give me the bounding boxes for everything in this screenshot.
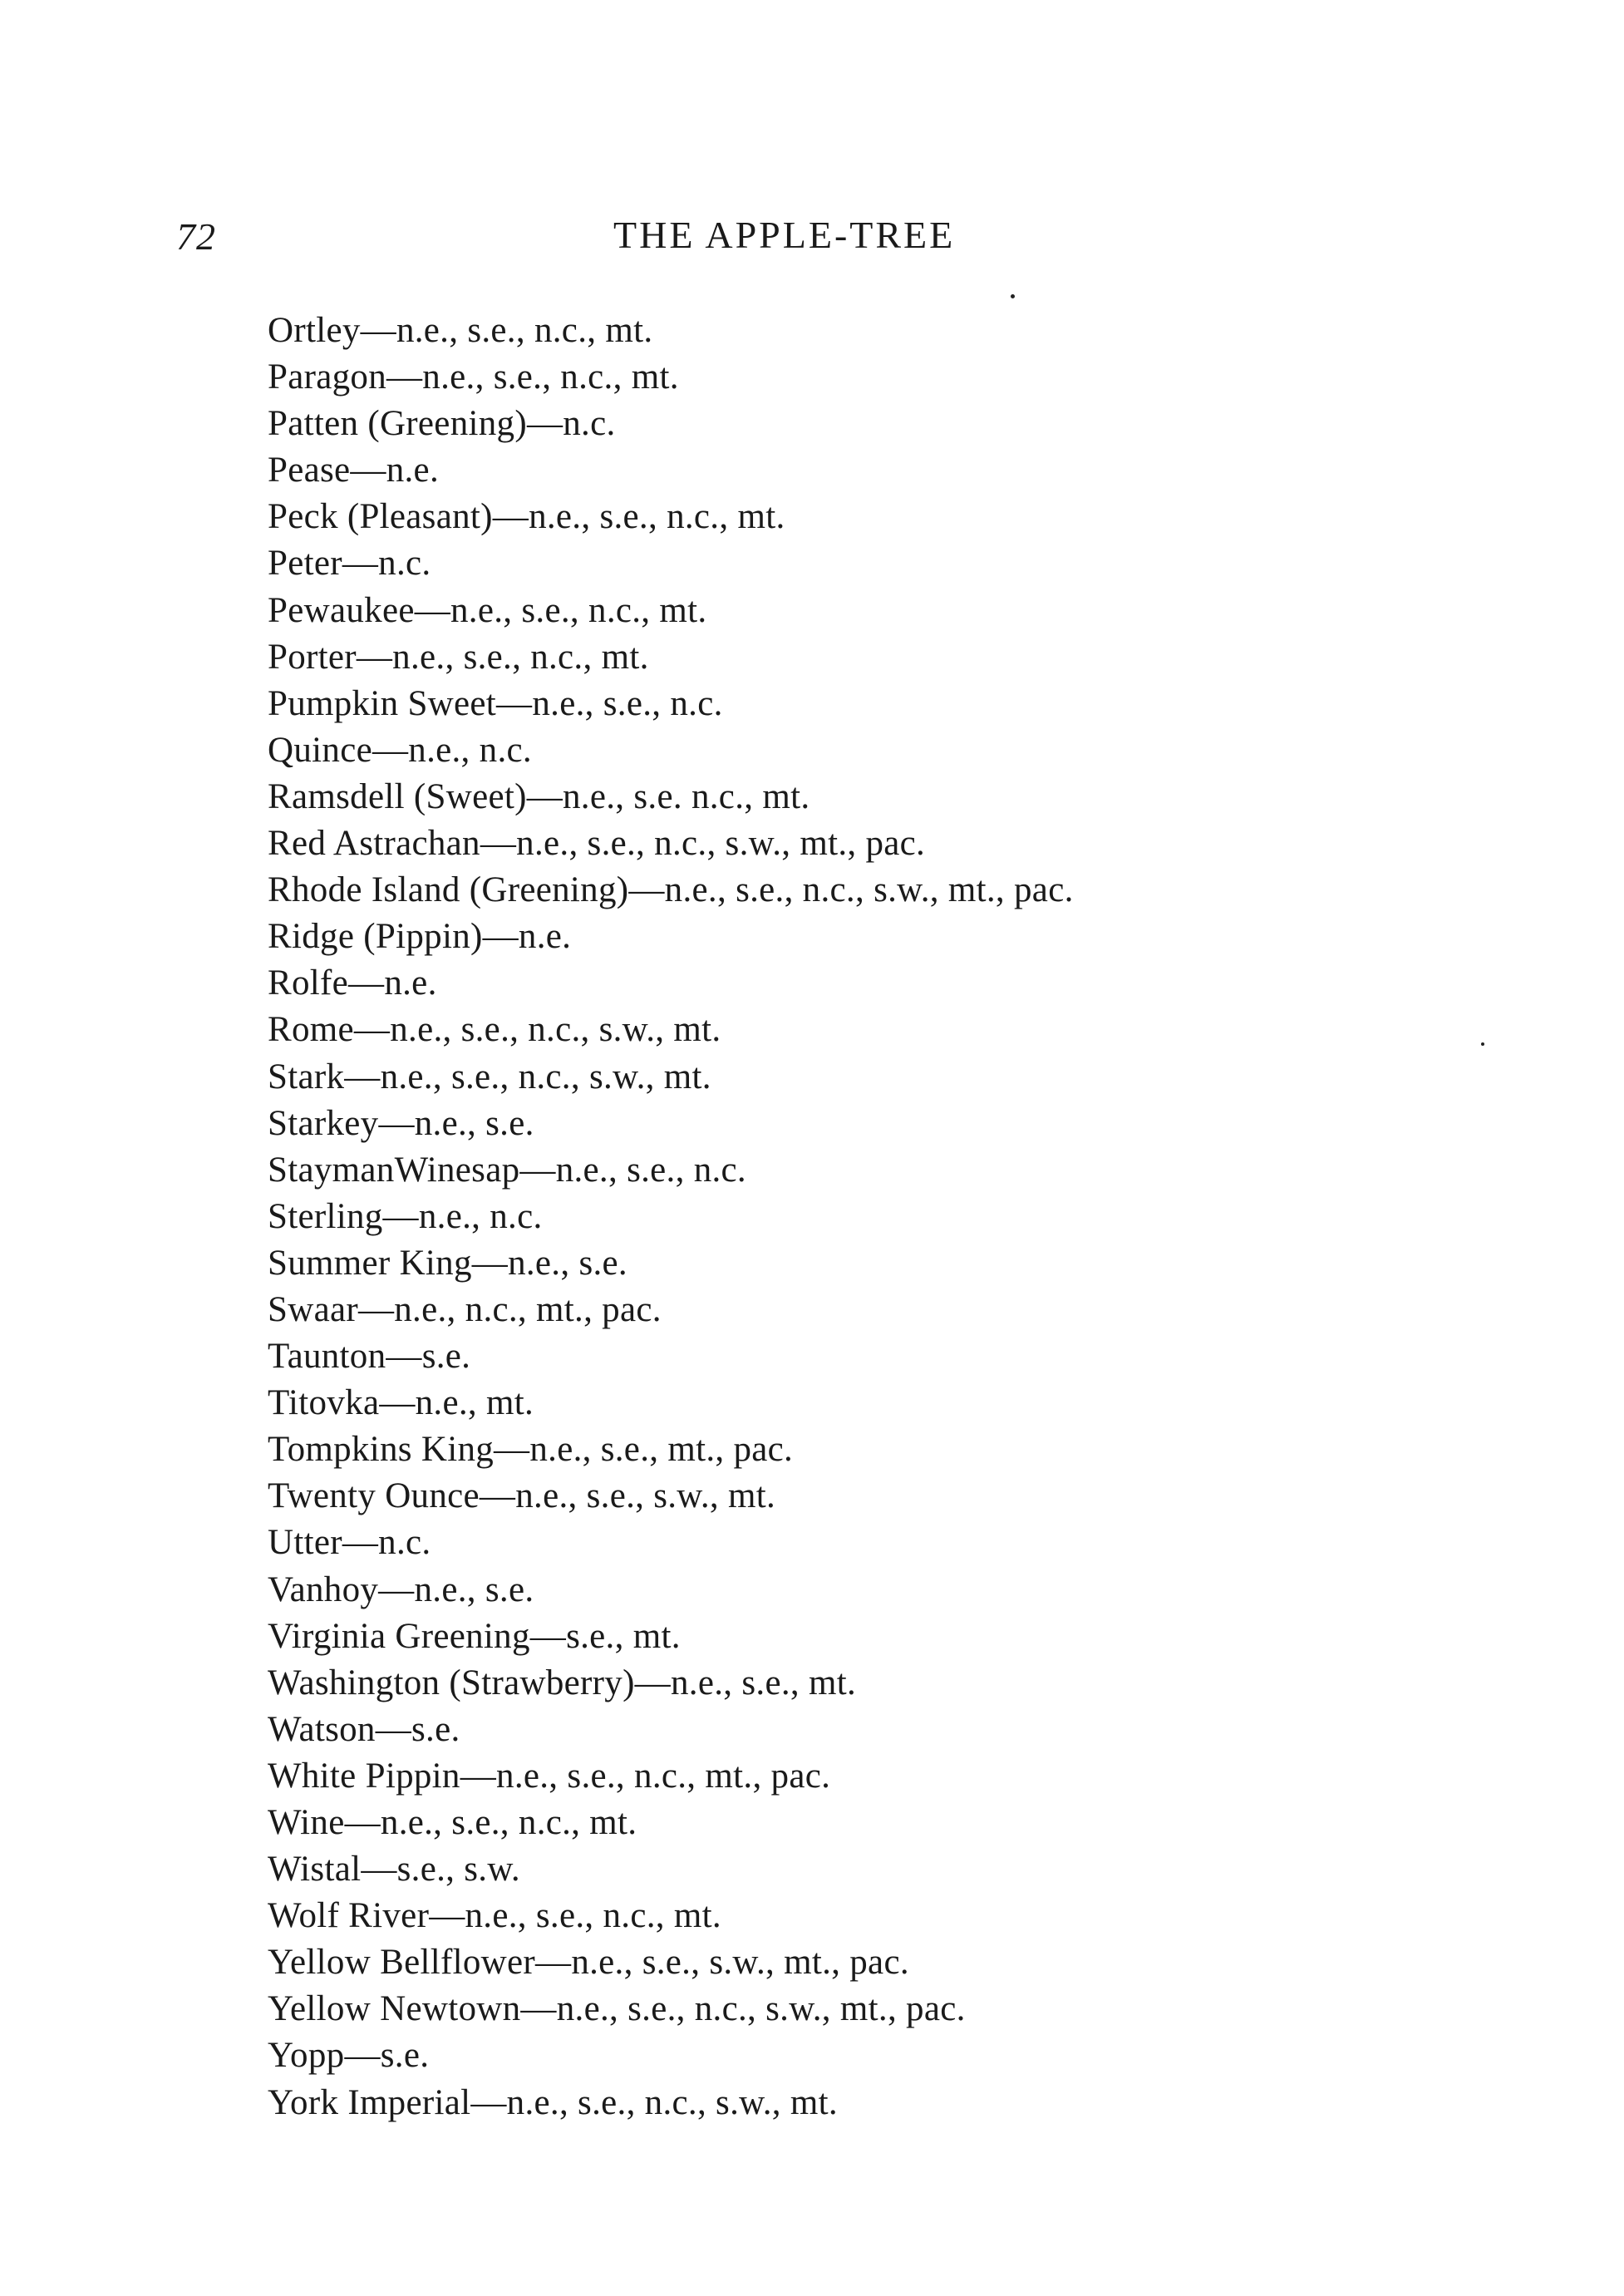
- print-speck-mark: [1011, 294, 1015, 298]
- variety-entry: Washington (Strawberry)—n.e., s.e., mt.: [268, 1663, 857, 1702]
- variety-entry: York Imperial—n.e., s.e., n.c., s.w., mt.: [268, 2082, 838, 2122]
- variety-entry: Utter—n.c.: [268, 1523, 431, 1563]
- variety-entry: Sterling—n.e., n.c.: [268, 1196, 543, 1236]
- variety-entry: Ridge (Pippin)—n.e.: [268, 917, 572, 957]
- print-speck-mark: [1481, 1042, 1484, 1046]
- variety-entry: Twenty Ounce—n.e., s.e., s.w., mt.: [268, 1476, 776, 1516]
- variety-entry: Peter—n.c.: [268, 544, 431, 584]
- variety-entry: Watson—s.e.: [268, 1709, 460, 1749]
- variety-entry: Red Astrachan—n.e., s.e., n.c., s.w., mt., pac.: [268, 824, 926, 864]
- variety-entry: Pewaukee—n.e., s.e., n.c., mt.: [268, 590, 707, 630]
- variety-entry: Ramsdell (Sweet)—n.e., s.e. n.c., mt.: [268, 776, 810, 816]
- variety-entry: Yellow Newtown—n.e., s.e., n.c., s.w., mt., pac.: [268, 1989, 966, 2029]
- variety-entry: Yopp—s.e.: [268, 2036, 430, 2076]
- variety-entry: Wine—n.e., s.e., n.c., mt.: [268, 1803, 637, 1842]
- variety-entry: Patten (Greening)—n.c.: [268, 404, 616, 444]
- variety-entry: Porter—n.e., s.e., n.c., mt.: [268, 637, 649, 677]
- running-title: THE APPLE-TREE: [613, 214, 956, 256]
- variety-list: [268, 308, 1431, 2126]
- variety-entry: Rome—n.e., s.e., n.c., s.w., mt.: [268, 1010, 721, 1050]
- variety-entry: Wistal—s.e., s.w.: [268, 1850, 520, 1890]
- variety-entry: Quince—n.e., n.c.: [268, 730, 532, 770]
- variety-entry: Rolfe—n.e.: [268, 963, 437, 1003]
- variety-entry: Summer King—n.e., s.e.: [268, 1243, 627, 1283]
- variety-entry: Wolf River—n.e., s.e., n.c., mt.: [268, 1896, 721, 1936]
- variety-entry: Taunton—s.e.: [268, 1337, 471, 1377]
- variety-entry: Pumpkin Sweet—n.e., s.e., n.c.: [268, 683, 723, 723]
- variety-entry: White Pippin—n.e., s.e., n.c., mt., pac.: [268, 1756, 831, 1796]
- variety-entry: Virginia Greening—s.e., mt.: [268, 1616, 681, 1656]
- variety-entry: StaymanWinesap—n.e., s.e., n.c.: [268, 1150, 746, 1190]
- page-number: 72: [176, 215, 216, 258]
- variety-entry: Tompkins King—n.e., s.e., mt., pac.: [268, 1430, 794, 1470]
- variety-entry: Swaar—n.e., n.c., mt., pac.: [268, 1289, 662, 1329]
- variety-entry: Stark—n.e., s.e., n.c., s.w., mt.: [268, 1057, 711, 1096]
- variety-entry: Pease—n.e.: [268, 451, 439, 490]
- variety-entry: Starkey—n.e., s.e.: [268, 1103, 534, 1143]
- variety-entry: Rhode Island (Greening)—n.e., s.e., n.c., s.w., mt., pac.: [268, 870, 1074, 910]
- variety-entry: Peck (Pleasant)—n.e., s.e., n.c., mt.: [268, 497, 785, 537]
- variety-entry: Yellow Bellflower—n.e., s.e., s.w., mt., pac.: [268, 1943, 909, 1983]
- variety-entry: Paragon—n.e., s.e., n.c., mt.: [268, 357, 679, 397]
- variety-entry: Ortley—n.e., s.e., n.c., mt.: [268, 311, 653, 350]
- variety-entry: Titovka—n.e., mt.: [268, 1383, 534, 1423]
- variety-entry: Vanhoy—n.e., s.e.: [268, 1569, 534, 1609]
